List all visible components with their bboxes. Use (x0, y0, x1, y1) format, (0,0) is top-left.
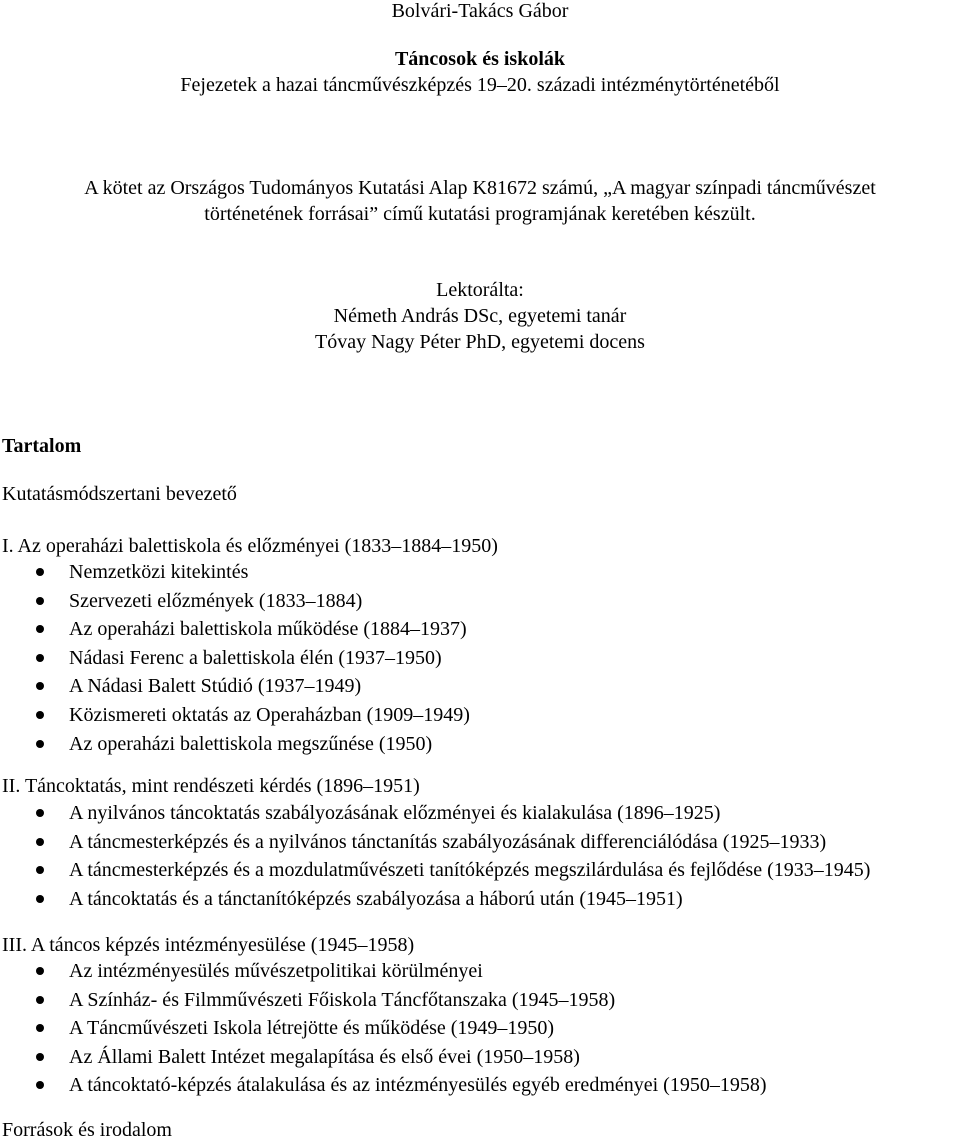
list-item (0, 730, 470, 759)
list-item-label: Az operaházi balettiskola működése (1884–1937) (69, 618, 467, 641)
list-item (0, 986, 767, 1015)
list-item (0, 957, 767, 986)
bullet-icon (36, 809, 44, 817)
bullet-icon (36, 838, 44, 846)
chapter-title: II. Táncoktatás, mint rendészeti kérdés (1896–1951) (2, 775, 420, 797)
list-item (0, 1071, 767, 1100)
list-item-label: A Színház- és Filmművészeti Főiskola Táncfőtanszaka (1945–1958) (69, 988, 616, 1011)
bullet-icon (36, 866, 44, 874)
funding-note-line-2: történetének forrásai” című kutatási programjának keretében készült. (204, 203, 756, 225)
list-item (0, 644, 470, 673)
bullet-icon (36, 625, 44, 633)
list-item-label: A táncmesterképzés és a nyilvános tánctanítás szabályozásának differenciálódása (1925–1933) (69, 830, 827, 853)
list-item-label: A táncoktató-képzés átalakulása és az intézményesülés egyéb eredményei (1950–1958) (69, 1074, 767, 1097)
list-item-label: Az intézményesülés művészetpolitikai körülményei (69, 960, 483, 982)
list-item-label: A táncmesterképzés és a mozdulatművészeti tanítóképzés megszilárdulása és fejlődése (1933–1945) (69, 859, 871, 882)
list-item (0, 799, 870, 828)
list-item (0, 1014, 767, 1043)
reviewer-name: Tóvay Nagy Péter PhD, egyetemi docens (315, 331, 645, 353)
bullet-icon (36, 597, 44, 605)
list-item-label: Közismereti oktatás az Operaházban (1909–1949) (69, 703, 470, 726)
list-item (0, 856, 870, 885)
bullet-icon (36, 996, 44, 1004)
list-item-label: Nádasi Ferenc a balettiskola élén (1937–1950) (69, 646, 442, 669)
toc-sources-entry: Források és irodalom (2, 1119, 172, 1141)
funding-note-line-1: A kötet az Országos Tudományos Kutatási Alap K81672 számú, „A magyar színpadi táncművészet (84, 177, 876, 199)
reviewer-name: Németh András DSc, egyetemi tanár (333, 305, 627, 327)
bullet-icon (36, 895, 44, 903)
list-item-label: A táncoktatás és a tánctanítóképzés szabályozása a háború után (1945–1951) (69, 887, 683, 910)
list-item (0, 1043, 767, 1072)
book-title: Táncosok és iskolák (394, 48, 566, 70)
bullet-icon (36, 1053, 44, 1061)
chapter-items-list (0, 558, 470, 758)
bullet-icon (36, 1081, 44, 1089)
bullet-icon (36, 1024, 44, 1032)
chapter-items-list (0, 799, 870, 913)
list-item-label: Nemzetközi kitekintés (69, 561, 249, 583)
bullet-icon (36, 568, 44, 576)
bullet-icon (36, 967, 44, 975)
list-item (0, 885, 870, 914)
toc-heading: Tartalom (2, 435, 82, 457)
reviewers-heading: Lektorálta: (436, 279, 524, 301)
chapter-items-list (0, 957, 767, 1100)
list-item (0, 615, 470, 644)
bullet-icon (36, 740, 44, 748)
list-item (0, 587, 470, 616)
chapter-title: III. A táncos képzés intézményesülése (1945–1958) (2, 934, 415, 956)
list-item-label: A Nádasi Balett Stúdió (1937–1949) (69, 675, 362, 698)
list-item-label: Az Állami Balett Intézet megalapítása és első évei (1950–1958) (69, 1045, 580, 1068)
chapter-title: I. Az operaházi balettiskola és előzményei (1833–1884–1950) (2, 535, 498, 557)
list-item-label: Az operaházi balettiskola megszűnése (1950) (69, 732, 433, 755)
list-item (0, 558, 470, 587)
list-item-label: A nyilvános táncoktatás szabályozásának előzményei és kialakulása (1896–1925) (69, 802, 721, 824)
author-name: Bolvári-Takács Gábor (391, 0, 569, 22)
list-item-label: A Táncművészeti Iskola létrejötte és működése (1949–1950) (69, 1017, 555, 1040)
list-item-label: Szervezeti előzmények (1833–1884) (69, 589, 363, 612)
bullet-icon (36, 711, 44, 719)
list-item (0, 828, 870, 857)
bullet-icon (36, 654, 44, 662)
list-item (0, 701, 470, 730)
toc-intro-entry: Kutatásmódszertani bevezető (2, 483, 237, 505)
book-subtitle: Fejezetek a hazai táncművészképzés 19–20. századi intézménytörténetéből (180, 74, 780, 96)
bullet-icon (36, 682, 44, 690)
list-item (0, 672, 470, 701)
